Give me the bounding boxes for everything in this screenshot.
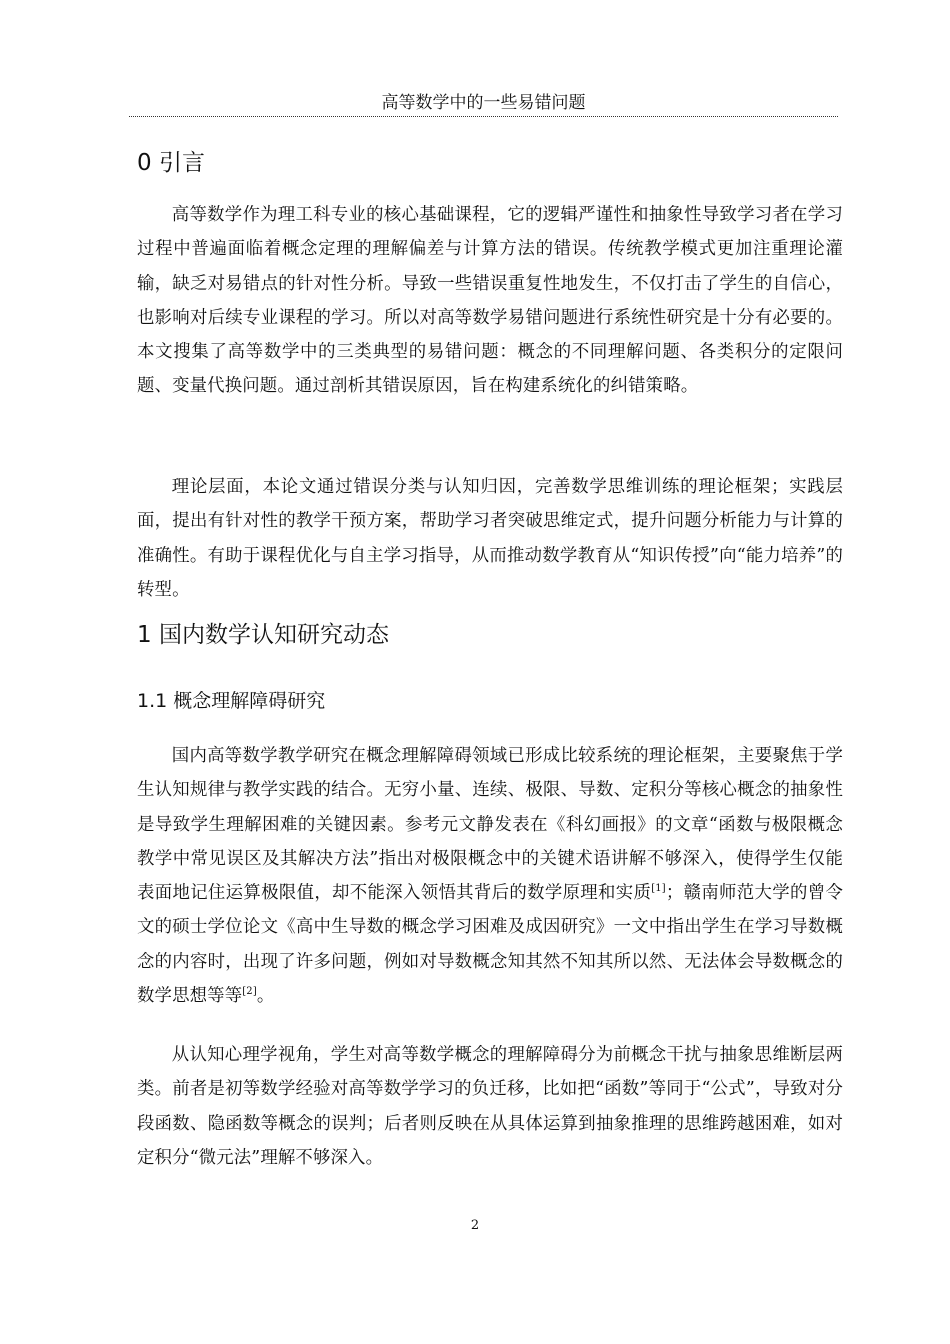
paragraph-text-part-3: 。	[256, 986, 275, 1007]
heading-introduction: 0 引言	[137, 150, 205, 176]
intro-paragraph-2: 理论层面，本论文通过错误分类与认知归因，完善数学思维训练的理论框架；实践层面，提出有针对性的教学干预方案，帮助学习者突破思维定式，提升问题分析能力与计算的准确性。有助于课程优化与自主学习指导，从而推动数学教育从“知识传授”向“能力培养”的转型。	[137, 477, 843, 600]
running-title: 高等数学中的一些易错问题	[381, 93, 586, 113]
paragraph-text-part-2: ；赣南师范大学的曾令文的硕士学位论文《高中生导数的概念学习困难及成因研究》一文中指出学生在学习导数概念的内容时，出现了许多问题，例如对导数概念知其然不知其所以然、无法体会导数概念的数学思想等等	[137, 883, 843, 1007]
heading-section-1-1: 1.1 概念理解障碍研究	[137, 690, 326, 712]
page-header	[129, 90, 838, 117]
page-number: 2	[470, 1218, 480, 1233]
section-1-1-paragraph-1	[137, 739, 843, 1013]
citation-1: [1]	[651, 883, 666, 895]
intro-paragraph-1: 高等数学作为理工科专业的核心基础课程，它的逻辑严谨性和抽象性导致学习者在学习过程中普遍面临着概念定理的理解偏差与计算方法的错误。传统教学模式更加注重理论灌输，缺乏对易错点的针对性分析。导致一些错误重复性地发生，不仅打击了学生的自信心，也影响对后续专业课程的学习。所以对高等数学易错问题进行系统性研究是十分有必要的。本文搜集了高等数学中的三类典型的易错问题：概念的不同理解问题、各类积分的定限问题、变量代换问题。通过剖析其错误原因，旨在构建系统化的纠错策略。	[137, 205, 843, 397]
citation-2: [2]	[242, 986, 257, 998]
heading-section-1: 1 国内数学认知研究动态	[137, 622, 389, 648]
paragraph-text-part-1: 国内高等数学教学研究在概念理解障碍领域已形成比较系统的理论框架，主要聚焦于学生认知规律与教学实践的结合。无穷小量、连续、极限、导数、定积分等核心概念的抽象性是导致学生理解困难的关键因素。参考元文静发表在《科幻画报》的文章“函数与极限概念教学中常见误区及其解决方法”指出对极限概念中的关键术语讲解不够深入，使得学生仅能表面地记住运算极限值，却不能深入领悟其背后的数学原理和实质	[137, 746, 843, 904]
section-1-1-paragraph-2: 从认知心理学视角，学生对高等数学概念的理解障碍分为前概念干扰与抽象思维断层两类。前者是初等数学经验对高等数学学习的负迁移，比如把“函数”等同于“公式”，导致对分段函数、隐函数等概念的误判；后者则反映在从具体运算到抽象推理的思维跨越困难，如对定积分“微元法”理解不够深入。	[137, 1045, 843, 1168]
